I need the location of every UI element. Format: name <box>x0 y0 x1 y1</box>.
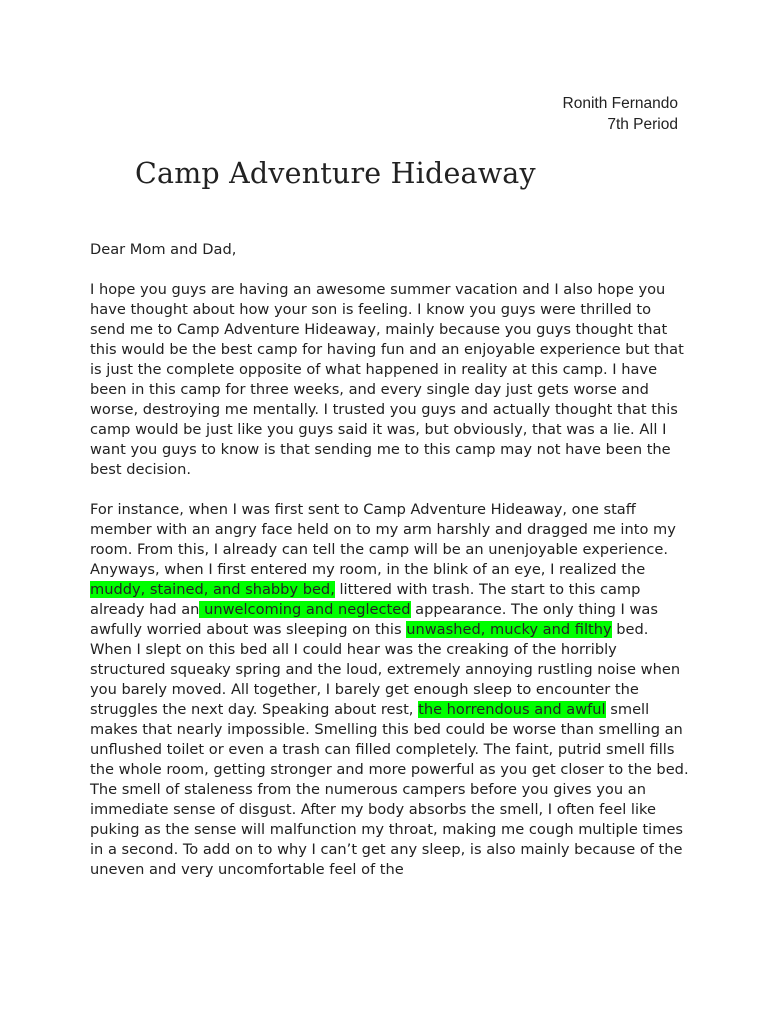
letter-body <box>90 240 690 900</box>
document-title: Camp Adventure Hideaway <box>135 157 536 190</box>
paragraph-1: I hope you guys are having an awesome summer vacation and I also hope you have thought about how your son is feeling. I know you guys were thrilled to send me to Camp Adventure Hideaway, mainly because you guys thought that this would be the best camp for having fun and an enjoyable experience but that is just the complete opposite of what happened in reality at this camp. I have been in this camp for three weeks, and every single day just gets worse and worse, destroying me mentally. I trusted you guys and actually thought that this camp would be just like you guys said it was, but obviously, that was a lie. All I want you guys to know is that sending me to this camp may not have been the best decision. <box>90 281 684 478</box>
paragraph-2-text-2: littered with trash. The start to this camp already had an <box>90 581 641 618</box>
paragraph-2-text-3: appearance. The only thing I was awfully worried about was sleeping on this <box>90 601 658 638</box>
header-block <box>563 93 678 135</box>
paragraph-2-text-5: smell makes that nearly impossible. Smelling this bed could be worse than smelling an unflushed toilet or even a trash can filled completely. The faint, putrid smell fills the whole room, getting stronger and more powerful as you get closer to the bed. The smell of staleness from the numerous campers before you gives you an immediate sense of disgust. After my body absorbs the smell, I often feel like puking as the sense will malfunction my throat, making me cough multiple times in a second. To add on to why I can’t get any sleep, is also mainly because of the uneven and very uncomfortable feel of the <box>90 701 689 878</box>
author-name: Ronith Fernando <box>562 95 678 112</box>
highlight-3: unwashed, mucky and filthy <box>406 621 612 638</box>
highlight-1: muddy, stained, and shabby bed, <box>90 581 335 598</box>
highlight-4: the horrendous and awful <box>418 701 606 718</box>
class-period: 7th Period <box>607 116 678 133</box>
greeting: Dear Mom and Dad, <box>90 241 237 258</box>
paragraph-2-text-1: For instance, when I was first sent to Camp Adventure Hideaway, one staff member with an angry face held on to my arm harshly and dragged me into my room. From this, I already can tell the camp will be an unenjoyable experience. Anyways, when I first entered my room, in the blink of an eye, I realized the <box>90 501 676 578</box>
paragraph-2 <box>90 500 690 880</box>
paragraph-2-text-4: bed. When I slept on this bed all I could hear was the creaking of the horribly structured squeaky spring and the loud, extremely annoying rustling noise when you barely moved. All together, I barely get enough sleep to encounter the struggles the next day. Speaking about rest, <box>90 621 681 718</box>
highlight-2: unwelcoming and neglected <box>199 601 411 618</box>
